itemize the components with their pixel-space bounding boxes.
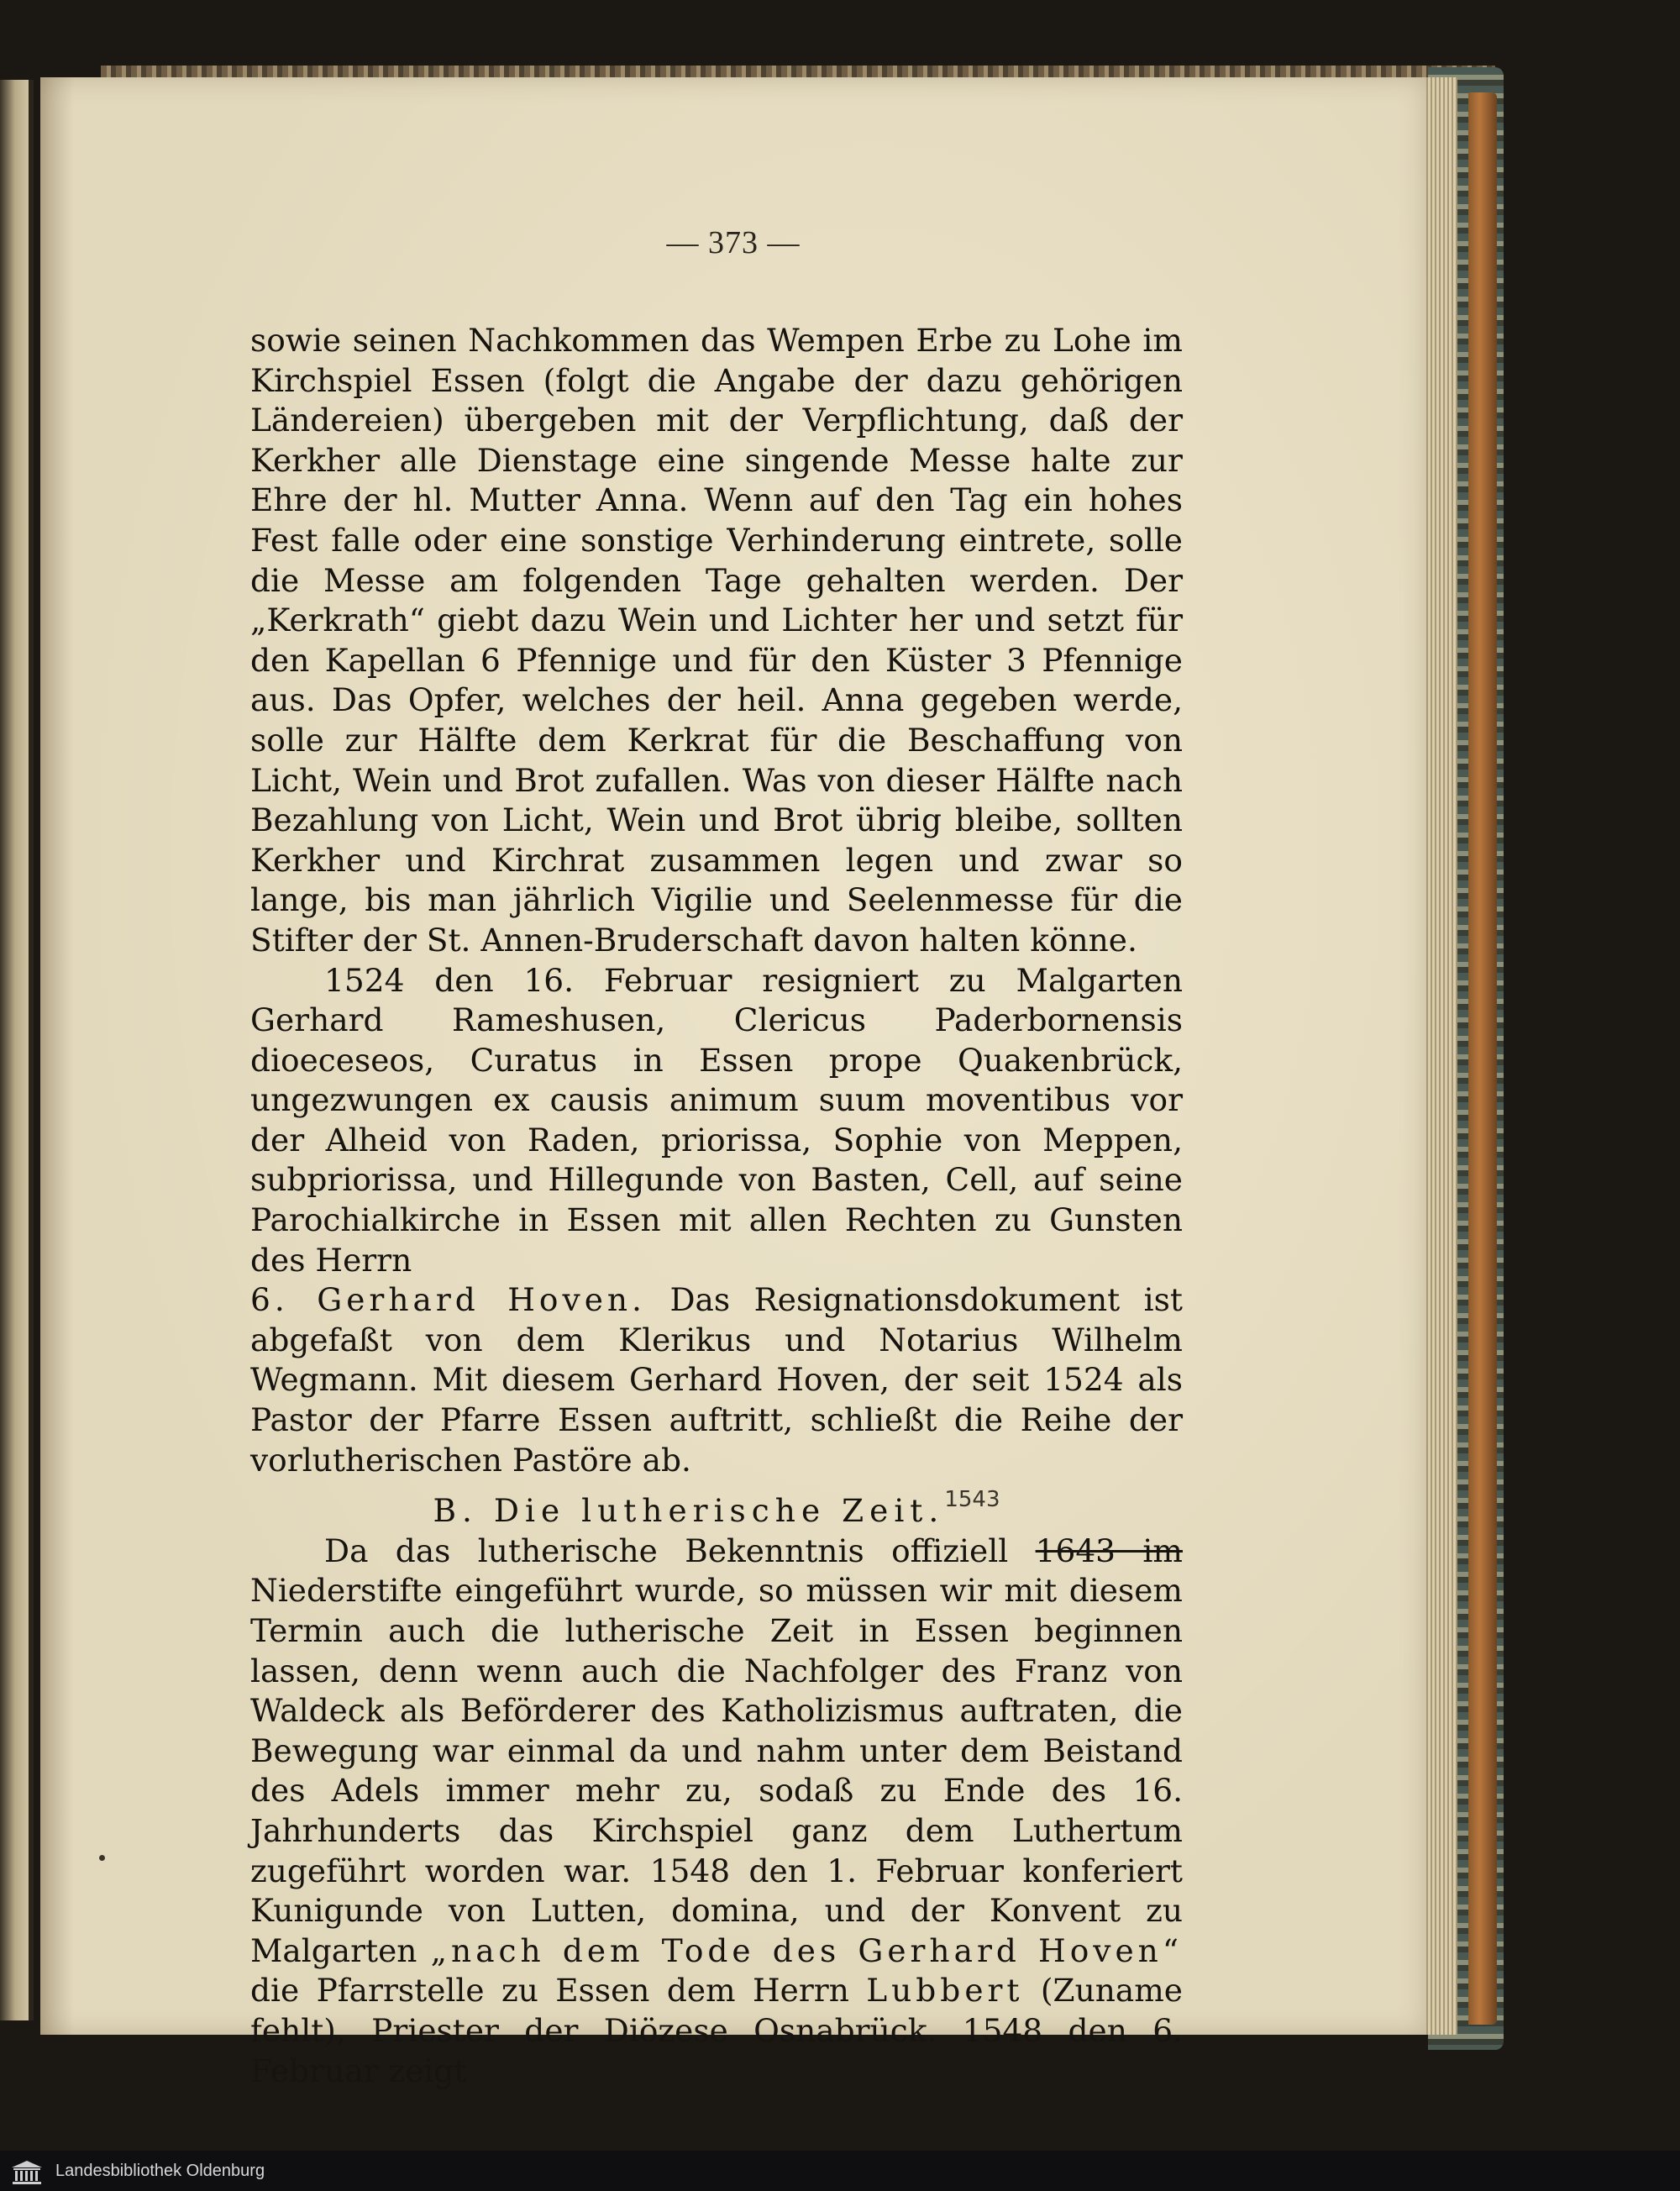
paragraph-3-end: (Zuname fehlt), Priester der Diözese Osnabrück. 1548 den 6. Februar zeigt [250, 1972, 1184, 2089]
book-page [40, 77, 1426, 2089]
page-stack-edge [1424, 77, 1457, 2035]
page-text [250, 321, 1183, 2091]
library-building-icon [10, 2157, 44, 2184]
ink-dot [99, 1855, 105, 1861]
book-spine [1468, 92, 1497, 2025]
paragraph-2-continued: Das Resignationsdokument ist abgefaßt von dem Klerikus und Notarius Wilhelm Wegmann. Mit diesem Gerhard Hoven, der seit 1524 als Pastor der Pfarre Essen auftritt, schließt die Reihe der vorlutherischen Pastöre ab. [250, 1281, 1183, 1479]
left-page-edge [0, 80, 34, 2020]
section-prefix: B. [433, 1492, 478, 1530]
pastor-name: 6. Gerhard Hoven. [250, 1281, 646, 1319]
handwritten-annotation: 1543 [944, 1487, 1000, 1513]
section-title: Die lutherische Zeit. [493, 1492, 945, 1530]
paragraph-3-text: Da das lutherische Bekenntnis offiziell [324, 1532, 1009, 1569]
struck-through-date: 1643 im [1035, 1532, 1183, 1569]
paragraph-2-text: 1524 den 16. Februar resigniert zu Malgarten Gerhard Rameshusen, Clericus Paderbornensis dioeceseos, Curatus in Essen prope Quakenbrück, ungezwungen ex causis animum suum moventibus vor der Alheid von Raden, priorissa, Sophie von Meppen, subpriorissa, und Hillegunde von Basten, Cell, auf seine Parochialkirche in Essen mit allen Rechten zu Gunsten des Herrn [250, 961, 1183, 1279]
paragraph-3-continued: Niederstifte eingeführt wurde, so müssen wir mit diesem Termin auch die lutherische Zeit in Essen beginnen lassen, denn wenn auch die Nachfolger des Franz von Waldeck als Beförderer des Katholizismus auftraten, die Bewegung war einmal da und nahm unter dem Beistand des Adels immer mehr zu, sodaß zu Ende des 16. Jahrhunderts das Kirchspiel ganz dem Luthertum zugeführt worden war. 1548 den 1. Februar konferiert Kunigunde von Lutten, domina, und der Konvent zu Malgarten [250, 1572, 1183, 1969]
section-heading [250, 1480, 1183, 1532]
paragraph-1: sowie seinen Nachkommen das Wempen Erbe zu Lohe im Kirchspiel Essen (folgt die Angabe der dazu gehörigen Ländereien) übergeben mit der Verpflichtung, daß der Kerkher alle Dienstage eine singende Messe halte zur Ehre der hl. Mutter Anna. Wenn auf den Tag ein hohes Fest falle oder eine sonstige Verhinderung eintrete, solle die Messe am folgenden Tage gehalten werden. Der „Kerkrath“ giebt dazu Wein und Lichter her und setzt für den Kapellan 6 Pfennige und für den Küster 3 Pfennige aus. Das Opfer, welches der heil. Anna gegeben werde, solle zur Hälfte dem Kerkrat für die Beschaffung von Licht, Wein und Brot zufallen. Was von dieser Hälfte nach Bezahlung von Licht, Wein und Brot übrig bleibe, sollten Kerkher und Kirchrat zusammen legen und zwar so lange, bis man jährlich Vigilie und Seelenmesse für die Stifter der St. Annen-Bruderschaft davon halten könne. [250, 322, 1183, 959]
library-name: Landesbibliothek Oldenburg [55, 2161, 265, 2180]
priest-name: Lubbert [866, 1972, 1024, 2010]
paragraph-3-more: die Pfarrstelle zu Essen dem Herrn [250, 1972, 849, 2010]
page-number: — 373 — [666, 225, 801, 260]
quoted-phrase: „nach dem Tode des Gerhard Hoven“ [430, 1931, 1184, 1969]
paragraph-2 [250, 961, 1183, 1481]
footer-bar [0, 2151, 1680, 2191]
paragraph-3 [250, 1532, 1183, 2091]
